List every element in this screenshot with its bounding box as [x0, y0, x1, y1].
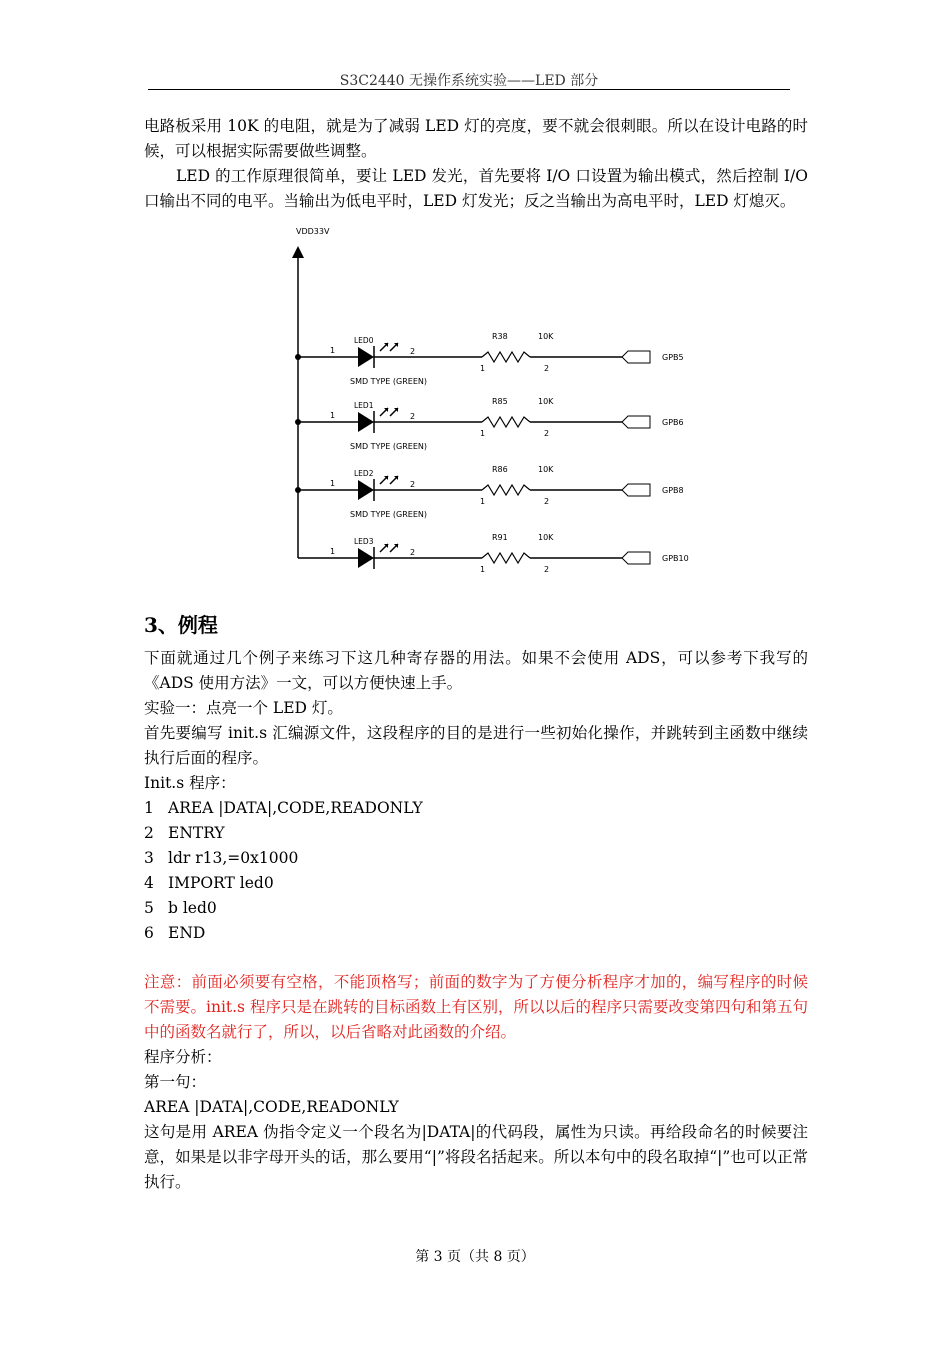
port-label: GPB10: [662, 554, 689, 563]
resistor-zigzag: [482, 417, 530, 427]
analysis-first: 第一句：: [144, 1073, 207, 1091]
led-schematic: [292, 222, 689, 592]
port-connector-icon: [622, 552, 650, 564]
code-line-text: ldr r13,=0x1000: [168, 849, 299, 867]
code-line: [144, 846, 808, 871]
resistor-pin-2-label: 2: [544, 565, 550, 574]
port-label: GPB6: [662, 418, 684, 427]
code-line: [144, 896, 808, 921]
led-diode-icon: [358, 548, 374, 568]
led-pin-1-label: 1: [330, 411, 336, 420]
resistor-pin-1-label: 1: [480, 429, 486, 438]
resistor-zigzag: [482, 553, 530, 563]
resistor-label: R86: [492, 465, 508, 474]
code-line-number: 5: [144, 899, 154, 917]
led-type-label: SMD TYPE (GREEN): [350, 377, 427, 386]
port-connector-icon: [622, 351, 650, 363]
resistor-pin-2-label: 2: [544, 429, 550, 438]
resistor-zigzag: [482, 485, 530, 495]
code-line-number: 3: [144, 849, 154, 867]
code-line: [144, 871, 808, 896]
code-listing: [144, 796, 808, 946]
code-line-text: AREA |DATA|,CODE,READONLY: [168, 799, 423, 817]
led-pin-2-label: 2: [410, 548, 416, 557]
port-connector-icon: [622, 484, 650, 496]
led-label: LED2: [354, 469, 374, 478]
body-paragraph-2: 实验一：点亮一个 LED 灯。: [144, 699, 343, 717]
led-type-label: SMD TYPE (GREEN): [350, 510, 427, 519]
page-footer: 第 3 页（共 8 页）: [415, 1249, 535, 1265]
led-pin-2-label: 2: [410, 480, 416, 489]
vdd-arrow-icon: [292, 246, 304, 258]
spacer: [144, 946, 808, 970]
resistor-value-label: 10K: [538, 397, 554, 406]
code-line: [144, 821, 808, 846]
code-line-number: 2: [144, 824, 154, 842]
code-line-number: 1: [144, 799, 154, 817]
intro-paragraph-1: 电路板采用 10K 的电阻，就是为了减弱 LED 灯的亮度，要不就会很刺眼。所以在设计电路的时候，可以根据实际需要做些调整。: [144, 117, 808, 160]
resistor-pin-1-label: 1: [480, 364, 486, 373]
section-title: 3、例程: [144, 613, 218, 637]
page-content: [144, 114, 808, 1195]
led-pin-1-label: 1: [330, 479, 336, 488]
code-line-text: IMPORT led0: [168, 874, 274, 892]
led-pin-2-label: 2: [410, 347, 416, 356]
resistor-zigzag: [482, 352, 530, 362]
resistor-value-label: 10K: [538, 332, 554, 341]
port-label: GPB5: [662, 353, 684, 362]
code-line-number: 6: [144, 924, 154, 942]
resistor-label: R38: [492, 332, 508, 341]
port-connector-icon: [622, 416, 650, 428]
led-diode-icon: [358, 347, 374, 367]
resistor-value-label: 10K: [538, 465, 554, 474]
body-paragraph-3: 首先要编写 init.s 汇编源文件，这段程序的目的是进行一些初始化操作，并跳转到主函数中继续执行后面的程序。: [144, 724, 808, 767]
code-line: [144, 796, 808, 821]
code-line: [144, 921, 808, 946]
resistor-pin-2-label: 2: [544, 364, 550, 373]
analysis-line: AREA |DATA|,CODE,READONLY: [144, 1098, 399, 1116]
intro-paragraph-2: LED 的工作原理很简单，要让 LED 发光，首先要将 I/O 口设置为输出模式，然后控制 I/O 口输出不同的电平。当输出为低电平时，LED 灯发光；反之当输出为高电平时，LED 灯熄灭。: [144, 167, 808, 210]
led-diode-icon: [358, 480, 374, 500]
led-diode-icon: [358, 412, 374, 432]
analysis-description: 这句是用 AREA 伪指令定义一个段名为|DATA|的代码段，属性为只读。再给段命名的时候要注意，如果是以非字母开头的话，那么要用“|”将段名括起来。所以本句中的段名取掉“|”也可以正常执行。: [144, 1123, 808, 1191]
led-type-label: SMD TYPE (GREEN): [350, 442, 427, 451]
note-paragraph: 注意：前面必须要有空格，不能顶格写；前面的数字为了方便分析程序才加的，编写程序的时候不需要。init.s 程序只是在跳转的目标函数上有区别，所以以后的程序只需要改变第四句和第五句中的函数名就行了，所以，以后省略对此函数的介绍。: [144, 973, 808, 1041]
led-label: LED1: [354, 401, 374, 410]
header-rule: [148, 89, 790, 90]
resistor-pin-1-label: 1: [480, 497, 486, 506]
code-line-text: b led0: [168, 899, 217, 917]
led-pin-1-label: 1: [330, 346, 336, 355]
code-line-text: ENTRY: [168, 824, 225, 842]
vdd-label: VDD33V: [296, 227, 330, 236]
resistor-value-label: 10K: [538, 533, 554, 542]
body-paragraph-4: Init.s 程序：: [144, 774, 236, 792]
led-label: LED3: [354, 537, 374, 546]
code-line-text: END: [168, 924, 206, 942]
port-label: GPB8: [662, 486, 684, 495]
led-pin-2-label: 2: [410, 412, 416, 421]
analysis-label: 程序分析：: [144, 1048, 222, 1066]
code-line-number: 4: [144, 874, 154, 892]
body-paragraph-1: 下面就通过几个例子来练习下这几种寄存器的用法。如果不会使用 ADS，可以参考下我写的《ADS 使用方法》一文，可以方便快速上手。: [144, 649, 808, 692]
led-pin-1-label: 1: [330, 547, 336, 556]
led-schematic-figure: [144, 222, 808, 602]
resistor-pin-1-label: 1: [480, 565, 486, 574]
resistor-pin-2-label: 2: [544, 497, 550, 506]
page-header: S3C2440 无操作系统实验——LED 部分: [339, 73, 599, 89]
resistor-label: R91: [492, 533, 508, 542]
resistor-label: R85: [492, 397, 508, 406]
led-label: LED0: [354, 336, 374, 345]
